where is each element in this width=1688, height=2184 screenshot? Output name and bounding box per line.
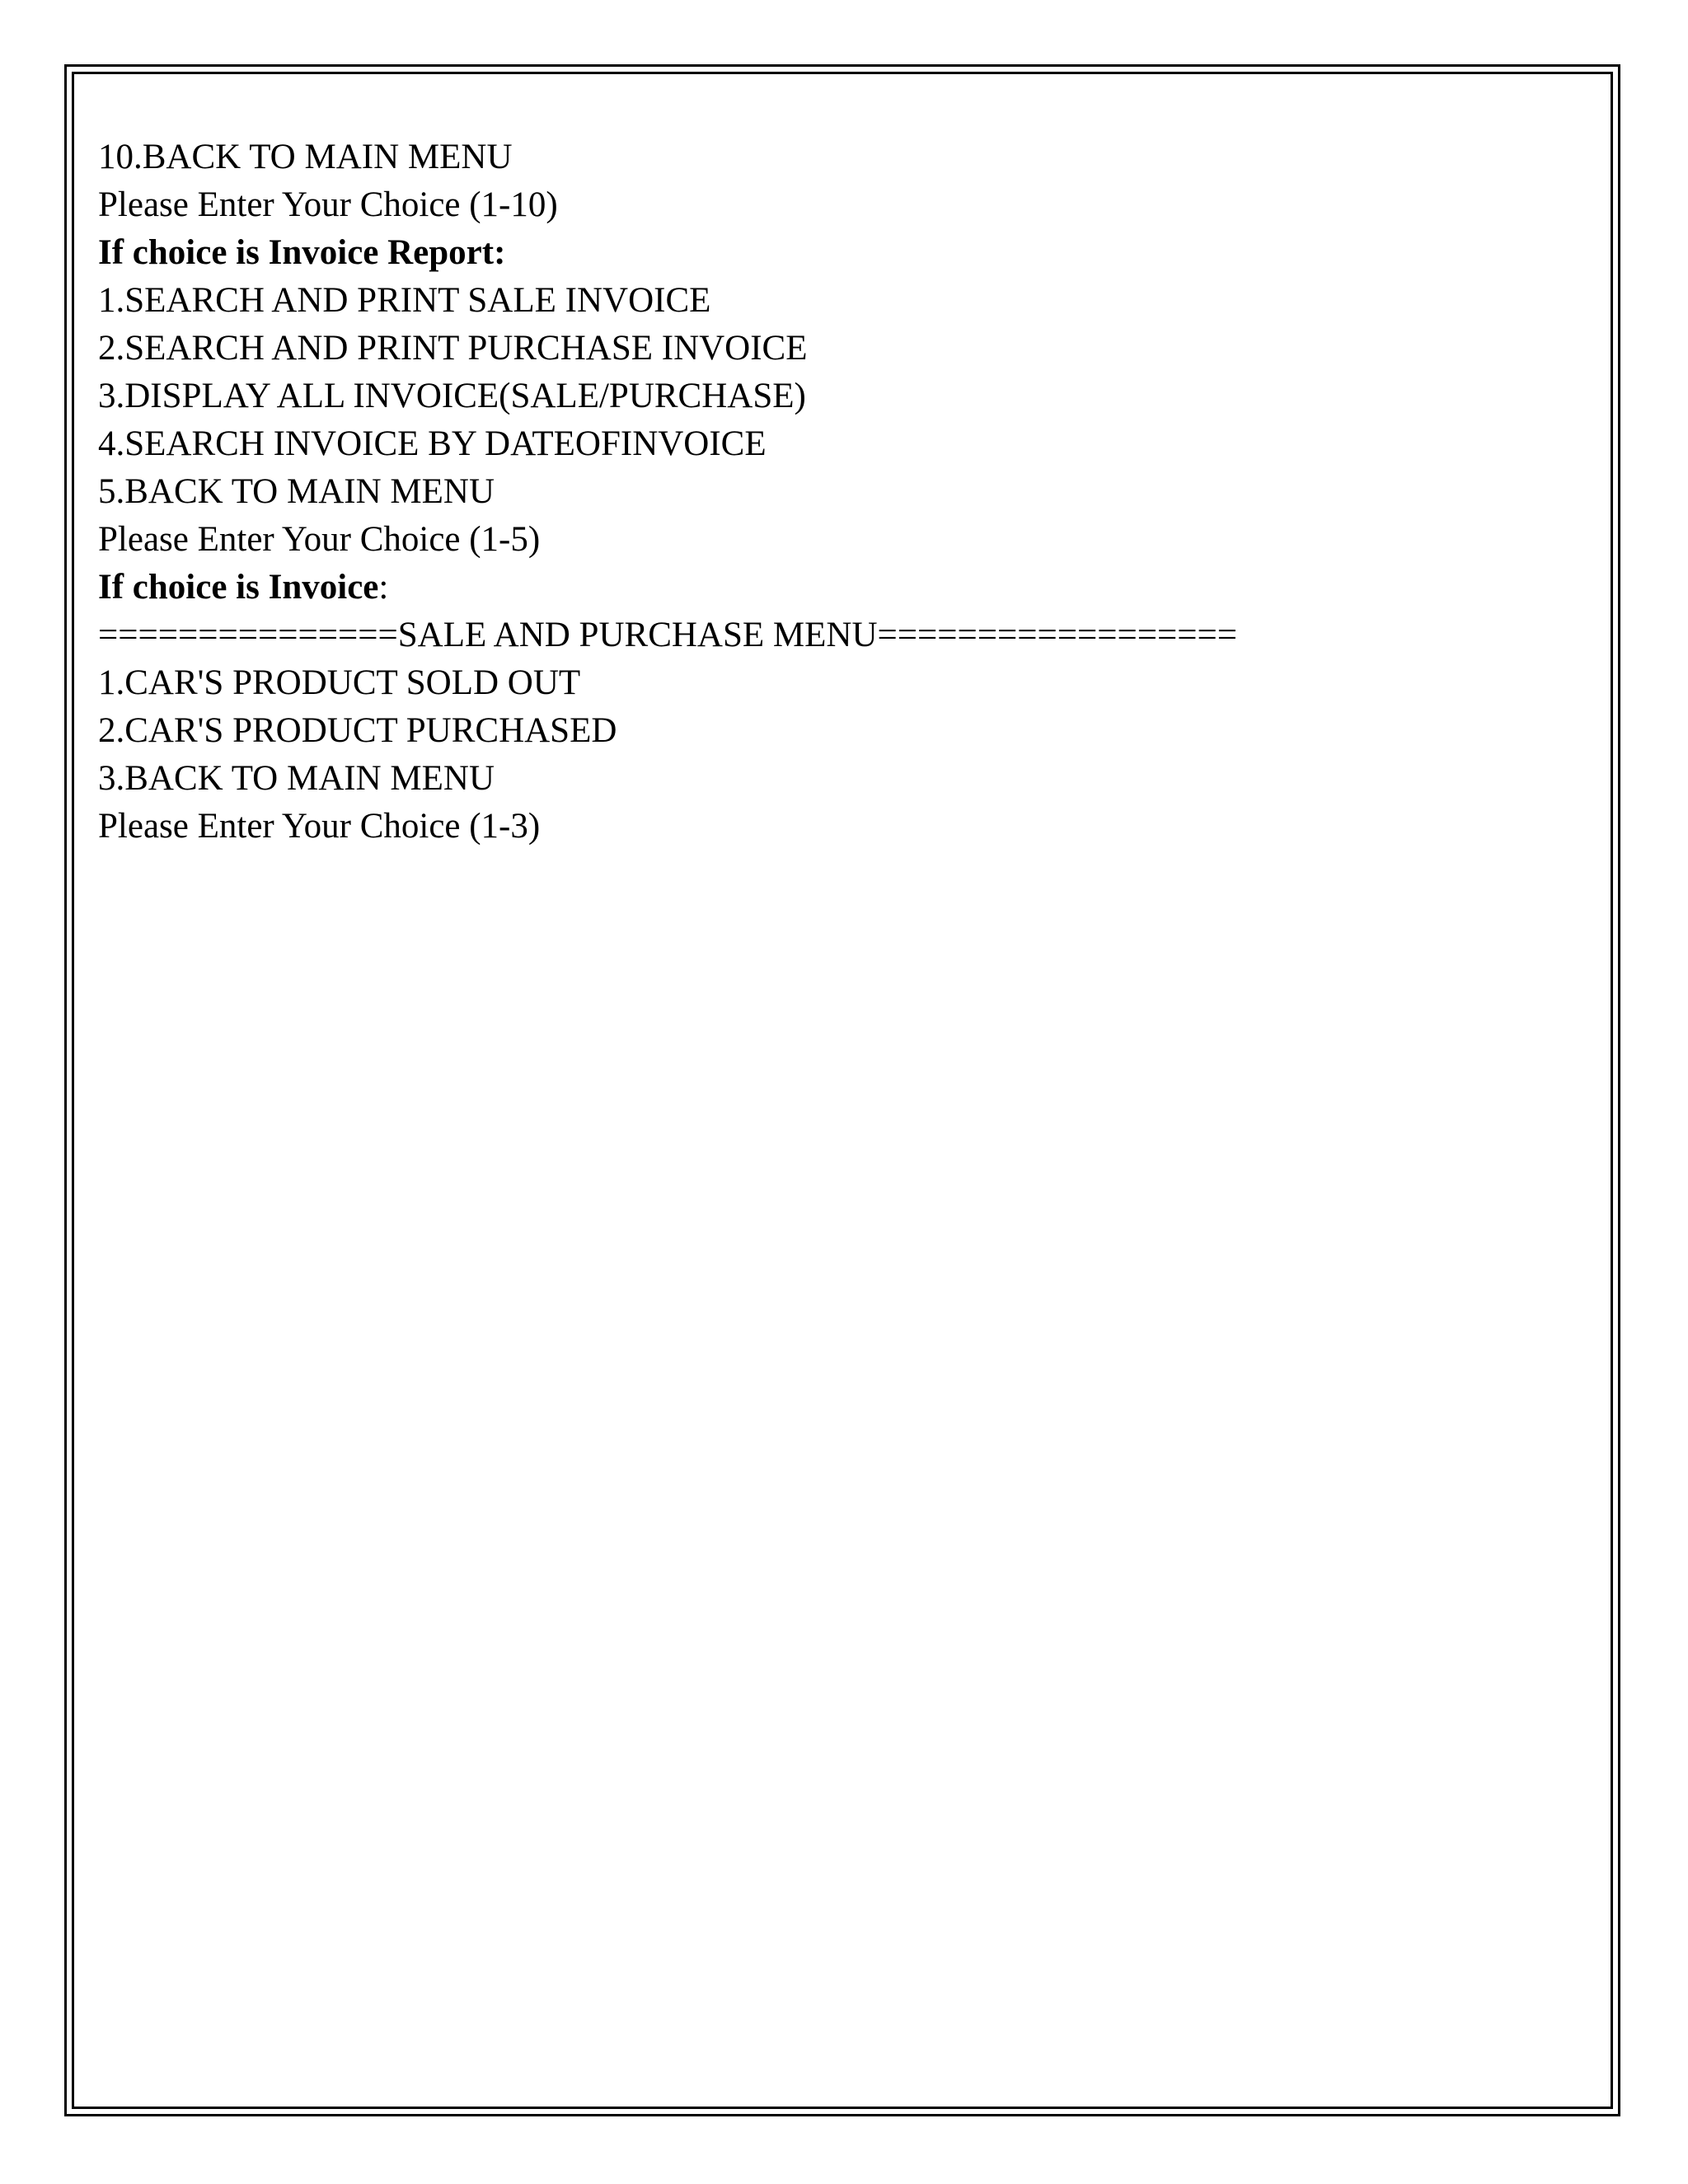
section-heading-invoice-label: If choice is Invoice <box>98 568 379 607</box>
menu-item-display-all-invoice: 3.DISPLAY ALL INVOICE(SALE/PURCHASE) <box>98 377 806 415</box>
menu-item-back-to-main-10: 10.BACK TO MAIN MENU <box>98 138 513 176</box>
choice-prompt-1-5: Please Enter Your Choice (1-5) <box>98 520 541 559</box>
menu-item-search-print-sale-invoice: 1.SEARCH AND PRINT SALE INVOICE <box>98 281 711 320</box>
section-heading-invoice <box>98 564 1582 612</box>
menu-item-back-to-main-3: 3.BACK TO MAIN MENU <box>98 759 495 798</box>
section-heading-invoice-colon: : <box>378 568 389 607</box>
menu-item-search-print-purchase-invoice: 2.SEARCH AND PRINT PURCHASE INVOICE <box>98 329 808 368</box>
menu-item-product-purchased: 2.CAR'S PRODUCT PURCHASED <box>98 711 617 750</box>
menu-item-product-sold-out: 1.CAR'S PRODUCT SOLD OUT <box>98 663 581 702</box>
menu-item-back-to-main-5: 5.BACK TO MAIN MENU <box>98 472 495 511</box>
sale-purchase-menu-banner: ===============SALE AND PURCHASE MENU================== <box>98 616 1238 654</box>
section-heading-invoice-report: If choice is Invoice Report: <box>98 233 506 272</box>
choice-prompt-1-10: Please Enter Your Choice (1-10) <box>98 185 558 224</box>
menu-item-search-invoice-by-date: 4.SEARCH INVOICE BY DATEOFINVOICE <box>98 424 767 463</box>
choice-prompt-1-3: Please Enter Your Choice (1-3) <box>98 807 541 846</box>
document-content <box>98 134 1582 851</box>
